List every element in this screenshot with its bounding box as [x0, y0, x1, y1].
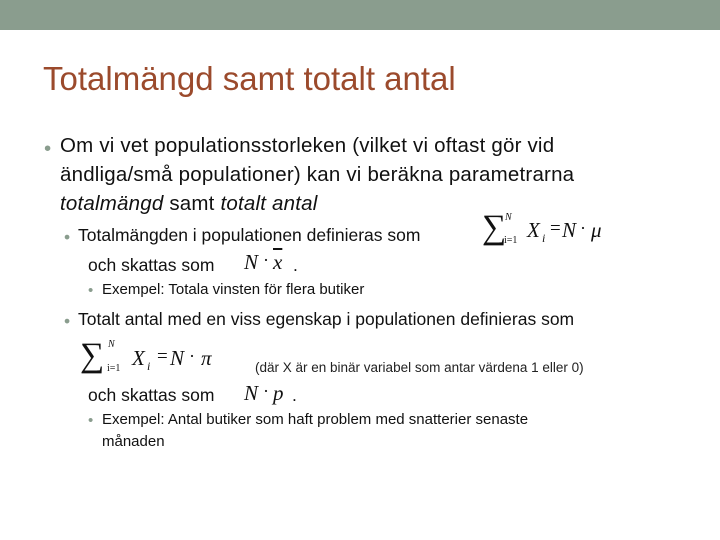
sum-upper-limit: N [108, 339, 115, 350]
binary-variable-note: (där X är en binär variabel som antar värdena 1 eller 0) [255, 360, 584, 375]
variable-x-bar: $\overline{x}$ [273, 250, 283, 274]
formula-total-definition [482, 208, 612, 248]
variable-n: N [244, 250, 259, 274]
term-totalmangd: totalmängd [60, 192, 164, 215]
bullet-4-line-1: Totalt antal med en viss egenskap i populationen definieras som [78, 309, 575, 329]
sigma-symbol: ∑ [80, 337, 105, 374]
formula-count-definition [80, 335, 220, 377]
slide-title: Totalmängd samt totalt antal [43, 60, 456, 97]
bullet-4-line-2: och skattas som [88, 385, 215, 405]
variable-n: N [244, 381, 259, 405]
dot-operator: · [189, 346, 195, 366]
term-totalt-antal: totalt antal [220, 192, 318, 215]
dot-operator: · [263, 250, 269, 270]
subscript-i: i [542, 231, 546, 245]
bullet-1-line-2: ändliga/små populationer) kan vi beräkna parametrarna [60, 163, 575, 186]
variable-mu: μ [591, 218, 602, 242]
bullet-dot-icon: • [64, 227, 71, 247]
bullet-dot-icon: • [88, 282, 94, 299]
bullet-2-line-2: och skattas som [88, 255, 215, 275]
bullet-1-line-3 [60, 192, 317, 216]
dot-operator: · [263, 381, 269, 401]
equals-sign: = [550, 218, 561, 239]
bullet-dot-icon: • [44, 137, 52, 160]
subscript-i: i [147, 359, 151, 373]
term-connector: samt [163, 192, 221, 215]
formula-count-estimate [244, 379, 294, 409]
variable-p: p [273, 381, 284, 405]
variable-pi: π [201, 346, 212, 370]
bullet-dot-icon: • [88, 412, 94, 429]
bullet-3-text: Exempel: Totala vinsten för flera butiker [102, 281, 365, 298]
sum-lower-limit: i=1 [107, 363, 121, 374]
bullet-1-line-1: Om vi vet populationsstorleken (vilket vi oftast gör vid [60, 134, 555, 157]
period: . [293, 255, 298, 275]
bullet-dot-icon: • [64, 311, 71, 331]
equals-sign: = [157, 346, 168, 367]
sum-upper-limit: N [505, 212, 512, 223]
bullet-2-line-1: Totalmängden i populationen definieras som [78, 225, 421, 245]
variable-n: N [562, 218, 577, 242]
period: . [292, 385, 297, 405]
dot-operator: · [580, 218, 586, 238]
sum-lower-limit: i=1 [504, 235, 518, 246]
top-bar [0, 0, 720, 30]
variable-n: N [170, 346, 185, 370]
bullet-5-line-2: månaden [102, 433, 165, 450]
bullet-5-line-1: Exempel: Antal butiker som haft problem med snatterier senaste [102, 411, 529, 428]
variable-x: X [527, 218, 540, 242]
variable-x: X [132, 346, 145, 370]
sigma-symbol: ∑ [482, 209, 507, 246]
